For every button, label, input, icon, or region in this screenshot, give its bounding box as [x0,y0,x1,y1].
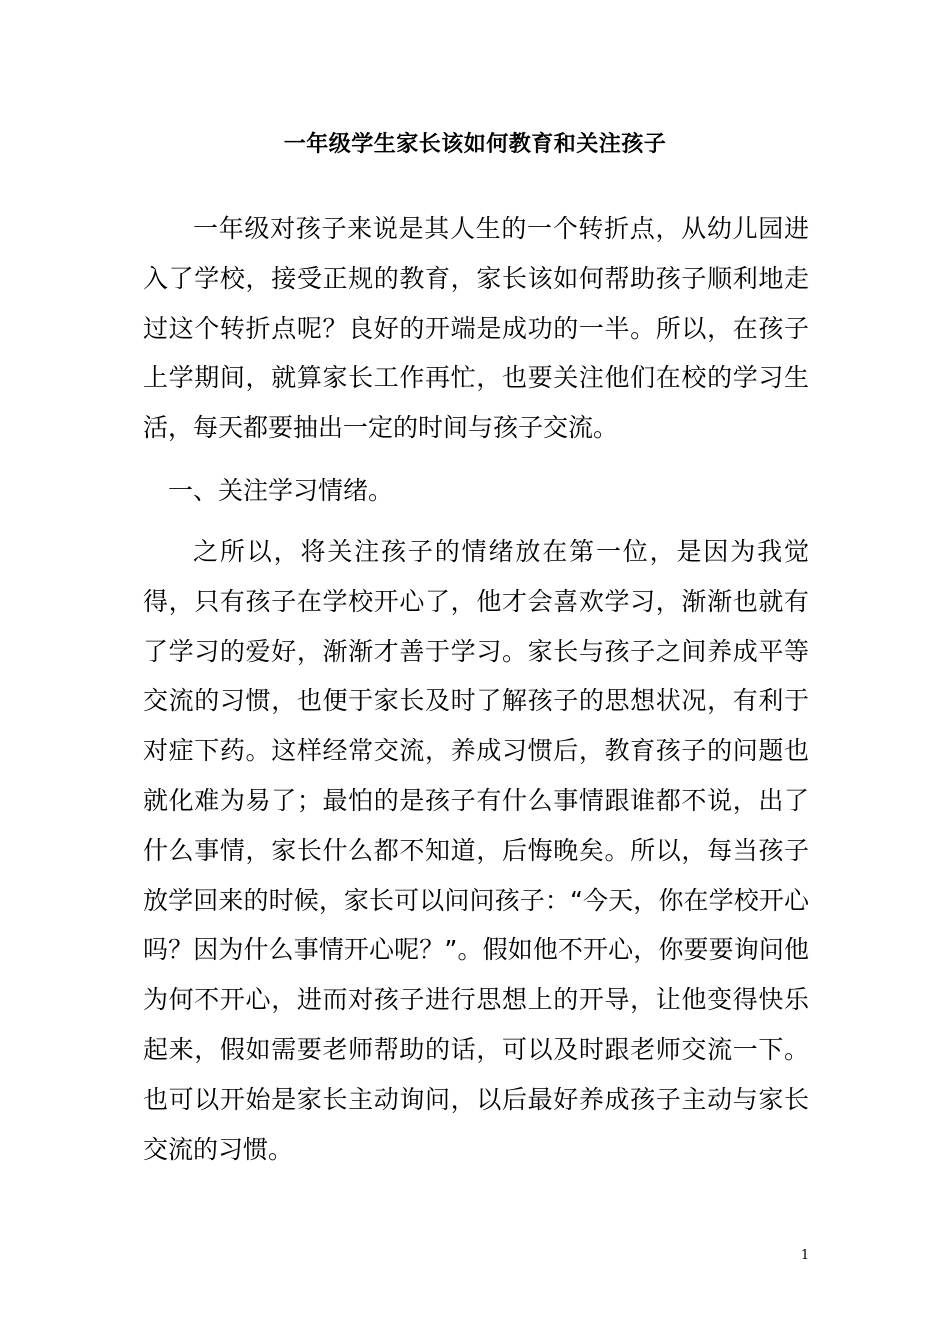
page-number: 1 [800,1248,810,1263]
section-heading: 一、关注学习情绪。 [168,476,394,505]
document-title: 一年级学生家长该如何教育和关注孩子 [283,131,667,157]
section-paragraph: 之所以，将关注孩子的情绪放在第一位，是因为我觉得，只有孩子在学校开心了，他才会喜欢学习，渐渐也就有了学习的爱好，渐渐才善于学习。家长与孩子之间养成平等交流的习惯，也便于家长及时了解孩子的思想状况，有利于对症下药。这样经常交流，养成习惯后，教育孩子的问题也就化难为易了；最怕的是孩子有什么事情跟谁都不说，出了什么事情，家长什么都不知道，后悔晚矣。所以，每当孩子放学回来的时候，家长可以问问孩子：“今天，你在学校开心吗？因为什么事情开心呢？”。假如他不开心，你要要询问他为何不开心，进而对孩子进行思想上的开导，让他变得快乐起来，假如需要老师帮助的话，可以及时跟老师交流一下。也可以开始是家长主动询问，以后最好养成孩子主动与家长交流的习惯。 [143,537,809,1164]
intro-paragraph: 一年级对孩子来说是其人生的一个转折点，从幼儿园进入了学校，接受正规的教育，家长该如何帮助孩子顺利地走过这个转折点呢？良好的开端是成功的一半。所以，在孩子上学期间，就算家长工作再忙，也要关注他们在校的学习生活，每天都要抽出一定的时间与孩子交流。 [143,214,809,443]
